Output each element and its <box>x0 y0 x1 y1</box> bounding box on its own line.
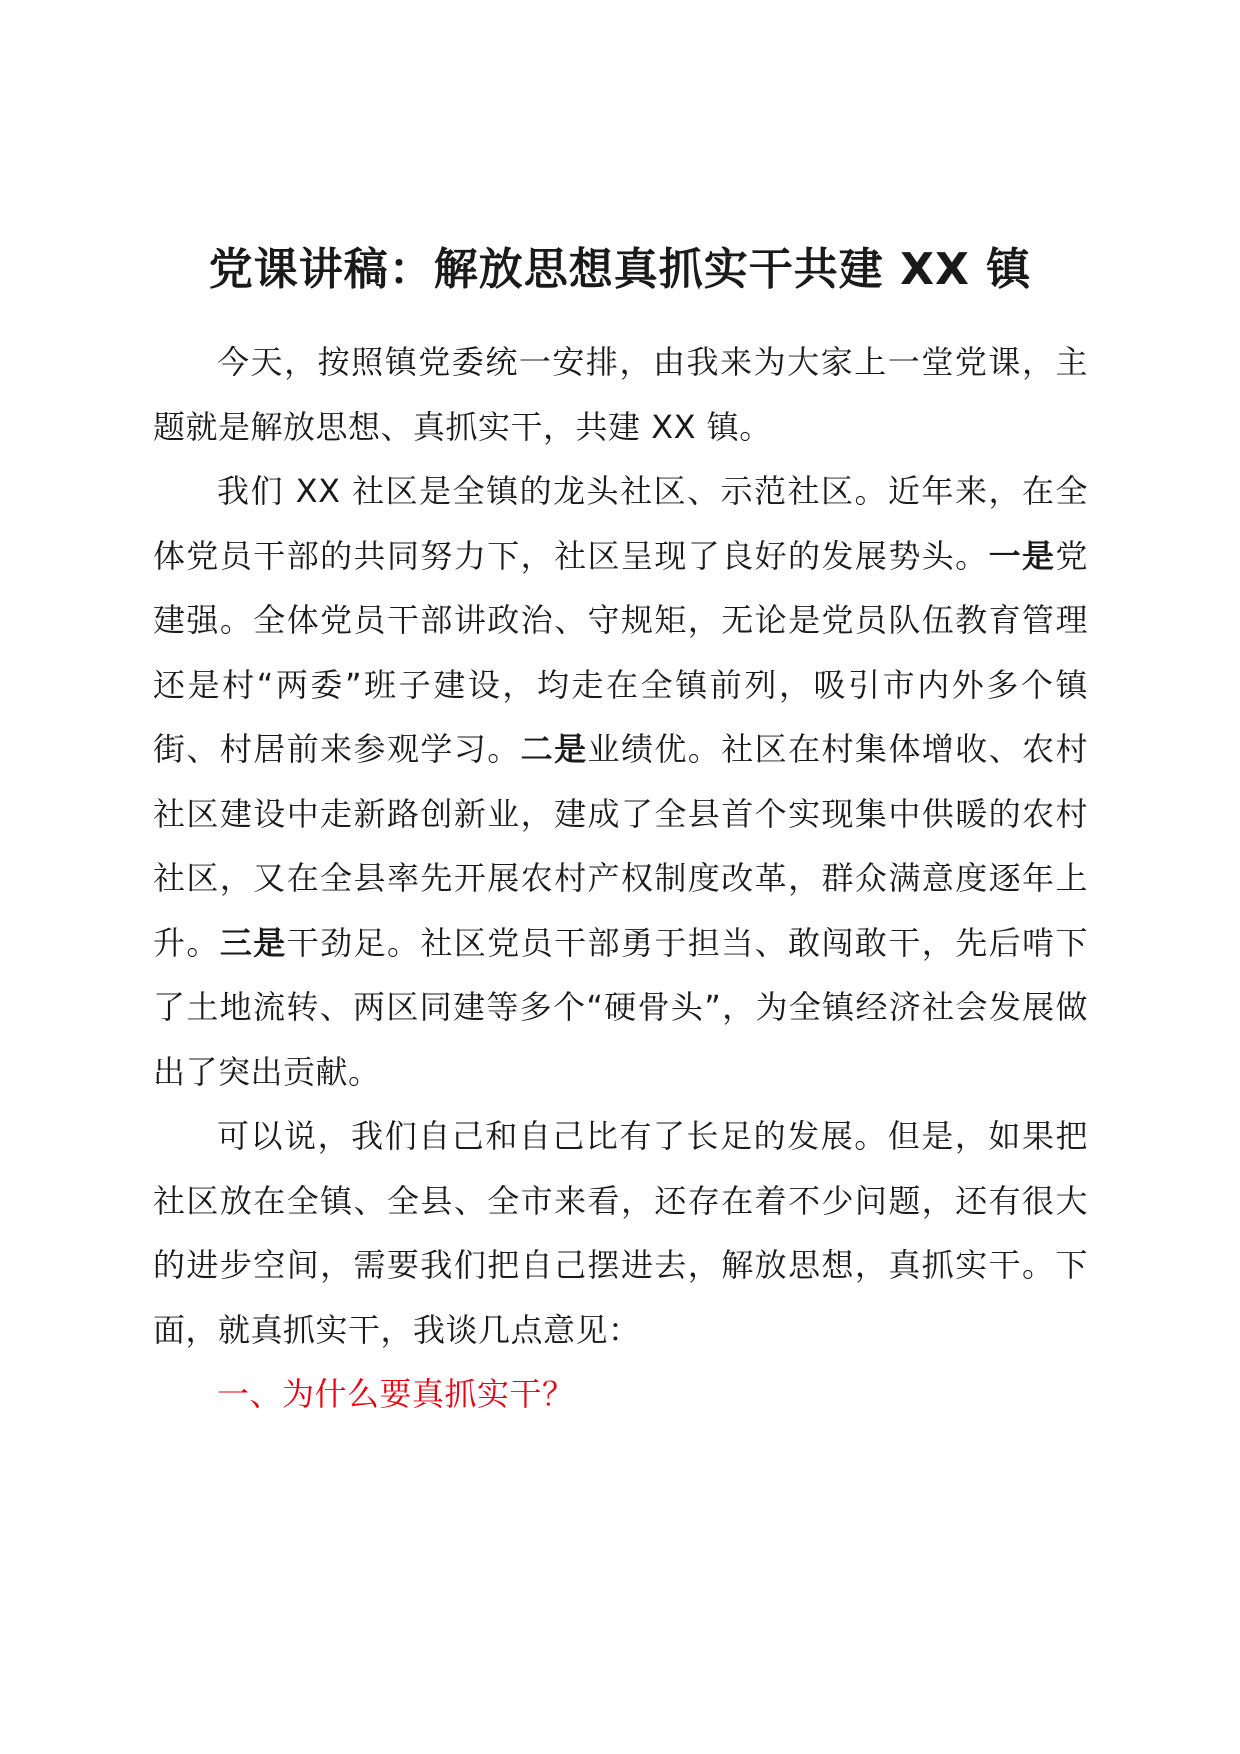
paragraph-achievements <box>153 459 1088 1104</box>
document-title: 党课讲稿：解放思想真抓实干共建 XX 镇 <box>208 244 1032 295</box>
paragraph-intro: 今天，按照镇党委统一安排，由我来为大家上一堂党课，主题就是解放思想、真抓实干，共建 XX 镇。 <box>153 343 1088 446</box>
paragraph-text: 党建强。全体党员干部讲政治、守规矩，无论是党员队伍教育管理还是村“两委”班子建设，均走在全镇前列，吸引市内外多个镇街、村居前来参观学习。 <box>153 536 1088 768</box>
paragraph-text: 我们 XX 社区是全镇的龙头社区、示范社区。近年来，在全体党员干部的共同努力下，社区呈现了良好的发展势头。 <box>153 472 1088 575</box>
paragraph-text: 业绩优。社区在村集体增收、农村社区建设中走新路创新业，建成了全县首个实现集中供暖的农村社区，又在全县率先开展农村产权制度改革，群众满意度逐年上升。 <box>153 730 1088 962</box>
bold-marker-second: 二是 <box>520 730 588 768</box>
paragraph-text: 干劲足。社区党员干部勇于担当、敢闯敢干，先后啃下了土地流转、两区同建等多个“硬骨头”，为全镇经济社会发展做出了突出贡献。 <box>153 923 1088 1091</box>
bold-marker-third: 三是 <box>219 923 287 962</box>
section-heading: 一、为什么要真抓实干？ <box>217 1375 575 1413</box>
bold-marker-first: 一是 <box>988 536 1056 575</box>
document-body <box>153 330 1088 1427</box>
paragraph-transition: 可以说，我们自己和自己比有了长足的发展。但是，如果把社区放在全镇、全县、全市来看，还存在着不少问题，还有很大的进步空间，需要我们把自己摆进去，解放思想，真抓实干。下面，就真抓实干，我谈几点意见： <box>153 1117 1088 1349</box>
